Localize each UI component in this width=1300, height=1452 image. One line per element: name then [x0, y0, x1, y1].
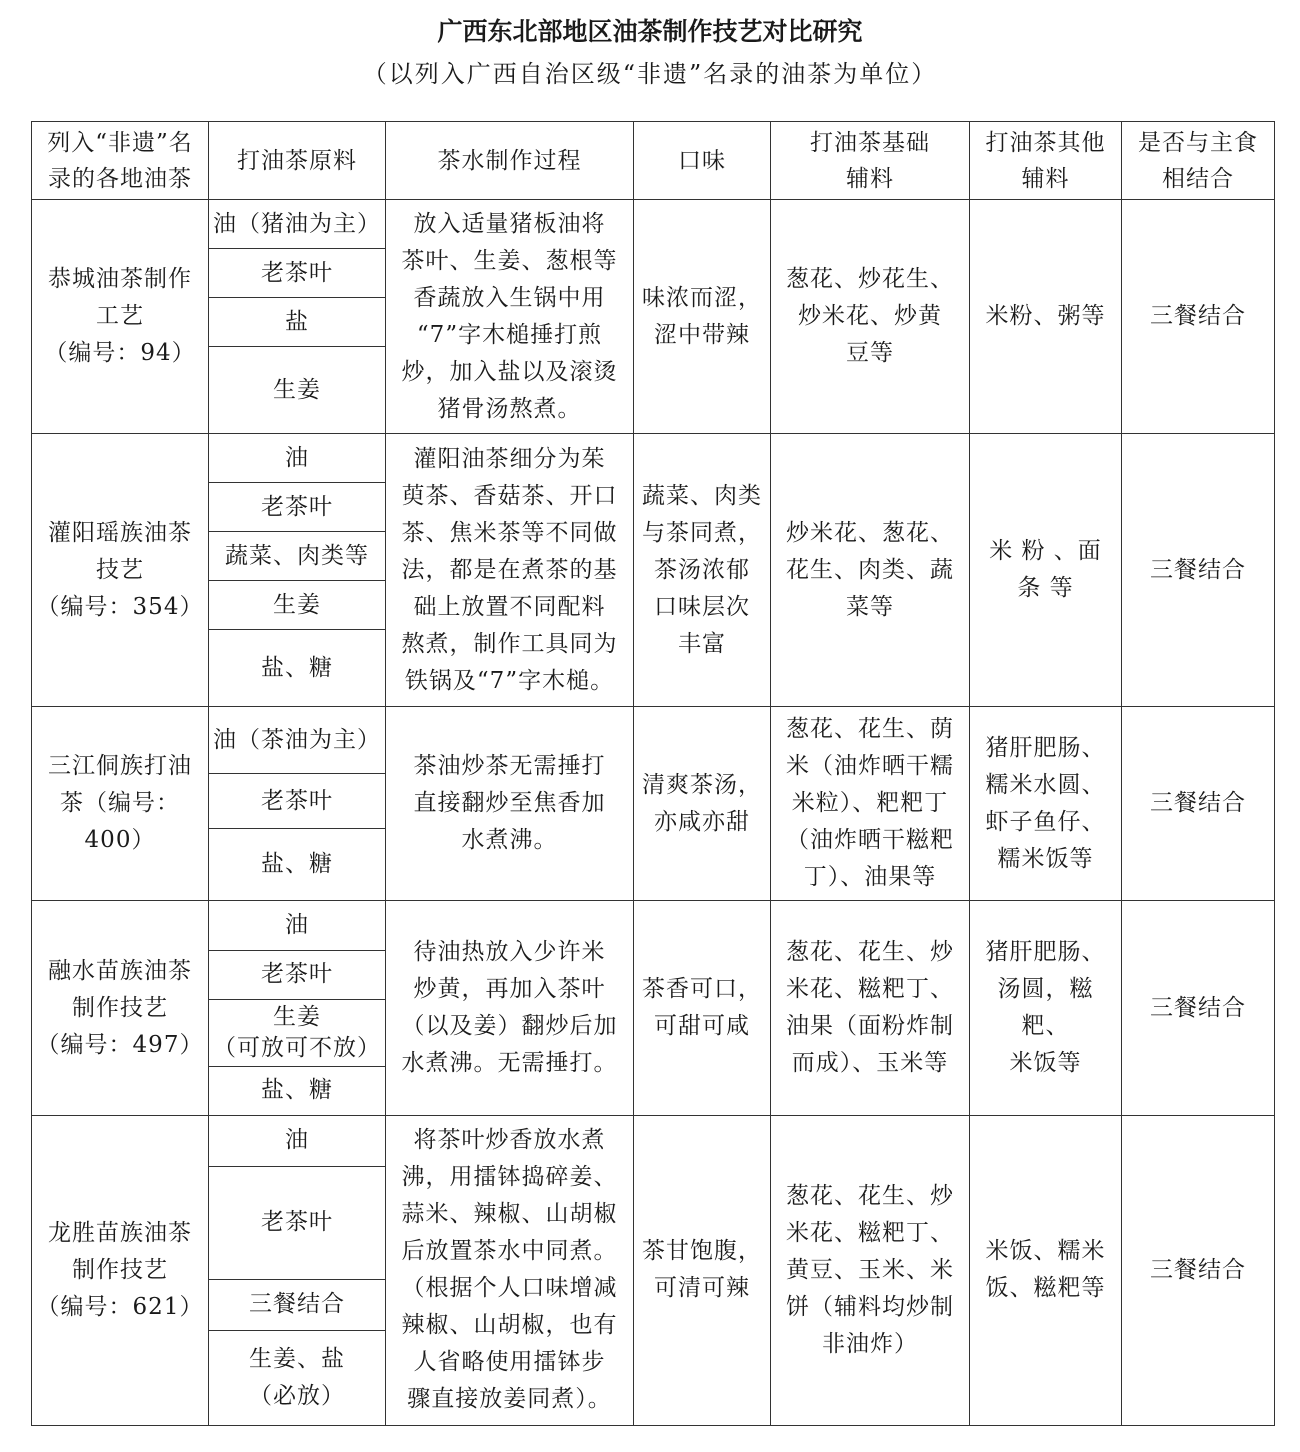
basic-ingredient-cell: 炒米花、葱花、 花生、肉类、蔬 菜等	[771, 434, 970, 707]
process-cell: 茶油炒茶无需捶打 直接翻炒至焦香加 水煮沸。	[386, 707, 634, 901]
staple-cell: 三餐结合	[1122, 1115, 1275, 1425]
table-row	[32, 200, 1275, 249]
process-cell: 放入适量猪板油将 茶叶、生姜、葱根等 香蔬放入生锅中用 “7”字木槌捶打煎 炒，加入盐以及滚烫 猪骨汤熬煮。	[386, 200, 634, 434]
ingredient-cell: 老茶叶	[209, 950, 386, 999]
ingredient-cell: 盐、糖	[209, 630, 386, 707]
basic-ingredient-cell: 葱花、炒花生、 炒米花、炒黄 豆等	[771, 200, 970, 434]
ingredient-cell: 老茶叶	[209, 249, 386, 298]
ingredient-cell: 生姜	[209, 347, 386, 434]
ingredient-cell: 老茶叶	[209, 1166, 386, 1279]
header-cell: 是否与主食 相结合	[1122, 122, 1275, 200]
other-ingredient-cell: 米饭、糯米 饭、糍粑等	[970, 1115, 1122, 1425]
other-ingredient-cell: 猪肝肥肠、 糯米水圆、 虾子鱼仔、 糯米饭等	[970, 707, 1122, 901]
table-row	[32, 434, 1275, 483]
process-cell: 灌阳油茶细分为茱 萸茶、香菇茶、开口 茶、焦米茶等不同做 法，都是在煮茶的基 础上放置不同配料 熬煮，制作工具同为 铁锅及“7”字木槌。	[386, 434, 634, 707]
page-subtitle: （以列入广西自治区级“非遗”名录的油茶为单位）	[362, 60, 938, 88]
taste-cell: 茶甘饱腹， 可清可辣	[634, 1115, 771, 1425]
staple-cell: 三餐结合	[1122, 707, 1275, 901]
comparison-table	[31, 121, 1275, 1426]
process-cell: 将茶叶炒香放水煮 沸，用擂钵捣碎姜、 蒜米、辣椒、山胡椒 后放置茶水中同煮。 （根据个人口味增减 辣椒、山胡椒，也有 人省略使用擂钵步 骤直接放姜同煮）。	[386, 1115, 634, 1425]
oil-tea-name-cell: 龙胜苗族油茶 制作技艺 （编号：621）	[32, 1115, 209, 1425]
ingredient-cell: 蔬菜、肉类等	[209, 532, 386, 581]
staple-cell: 三餐结合	[1122, 901, 1275, 1115]
header-cell: 口味	[634, 122, 771, 200]
oil-tea-name-cell: 恭城油茶制作 工艺 （编号：94）	[32, 200, 209, 434]
header-row	[32, 122, 1275, 200]
basic-ingredient-cell: 葱花、花生、炒 米花、糍粑丁、 黄豆、玉米、米 饼（辅料均炒制 非油炸）	[771, 1115, 970, 1425]
basic-ingredient-cell: 葱花、花生、荫 米（油炸晒干糯 米粒）、粑粑丁 （油炸晒干糍粑 丁）、油果等	[771, 707, 970, 901]
taste-cell: 味浓而涩， 涩中带辣	[634, 200, 771, 434]
header-cell: 打油茶其他 辅料	[970, 122, 1122, 200]
table-row	[32, 1115, 1275, 1166]
staple-cell: 三餐结合	[1122, 200, 1275, 434]
oil-tea-name-cell: 融水苗族油茶 制作技艺 （编号：497）	[32, 901, 209, 1115]
page-title: 广西东北部地区油茶制作技艺对比研究	[437, 17, 863, 46]
ingredient-cell: 油	[209, 901, 386, 950]
header-cell: 列入“非遗”名 录的各地油茶	[32, 122, 209, 200]
ingredient-cell: 盐、糖	[209, 1066, 386, 1115]
other-ingredient-cell: 猪肝肥肠、 汤圆，糍粑、 米饭等	[970, 901, 1122, 1115]
ingredient-cell: 油	[209, 434, 386, 483]
oil-tea-name-cell: 三江侗族打油 茶（编号：400）	[32, 707, 209, 901]
ingredient-cell: 生姜、盐 （必放）	[209, 1330, 386, 1425]
ingredient-cell: 生姜 （可放可不放）	[209, 999, 386, 1066]
ingredient-cell: 盐	[209, 298, 386, 347]
table-row	[32, 707, 1275, 774]
ingredient-cell: 油	[209, 1115, 386, 1166]
oil-tea-name-cell: 灌阳瑶族油茶 技艺 （编号：354）	[32, 434, 209, 707]
staple-cell: 三餐结合	[1122, 434, 1275, 707]
ingredient-cell: 油（茶油为主）	[209, 707, 386, 774]
taste-cell: 蔬菜、肉类 与茶同煮， 茶汤浓郁 口味层次 丰富	[634, 434, 771, 707]
header-cell: 打油茶原料	[209, 122, 386, 200]
header-cell: 打油茶基础 辅料	[771, 122, 970, 200]
taste-cell: 茶香可口， 可甜可咸	[634, 901, 771, 1115]
ingredient-cell: 老茶叶	[209, 774, 386, 829]
process-cell: 待油热放入少许米 炒黄，再加入茶叶 （以及姜）翻炒后加 水煮沸。无需捶打。	[386, 901, 634, 1115]
header-cell: 茶水制作过程	[386, 122, 634, 200]
ingredient-cell: 盐、糖	[209, 829, 386, 901]
table-row	[32, 901, 1275, 950]
taste-cell: 清爽茶汤， 亦咸亦甜	[634, 707, 771, 901]
ingredient-cell: 油（猪油为主）	[209, 200, 386, 249]
ingredient-cell: 三餐结合	[209, 1279, 386, 1330]
basic-ingredient-cell: 葱花、花生、炒 米花、糍粑丁、 油果（面粉炸制 而成）、玉米等	[771, 901, 970, 1115]
ingredient-cell: 老茶叶	[209, 483, 386, 532]
ingredient-cell: 生姜	[209, 581, 386, 630]
other-ingredient-cell: 米粉、粥等	[970, 200, 1122, 434]
other-ingredient-cell: 米 粉 、面 条 等	[970, 434, 1122, 707]
